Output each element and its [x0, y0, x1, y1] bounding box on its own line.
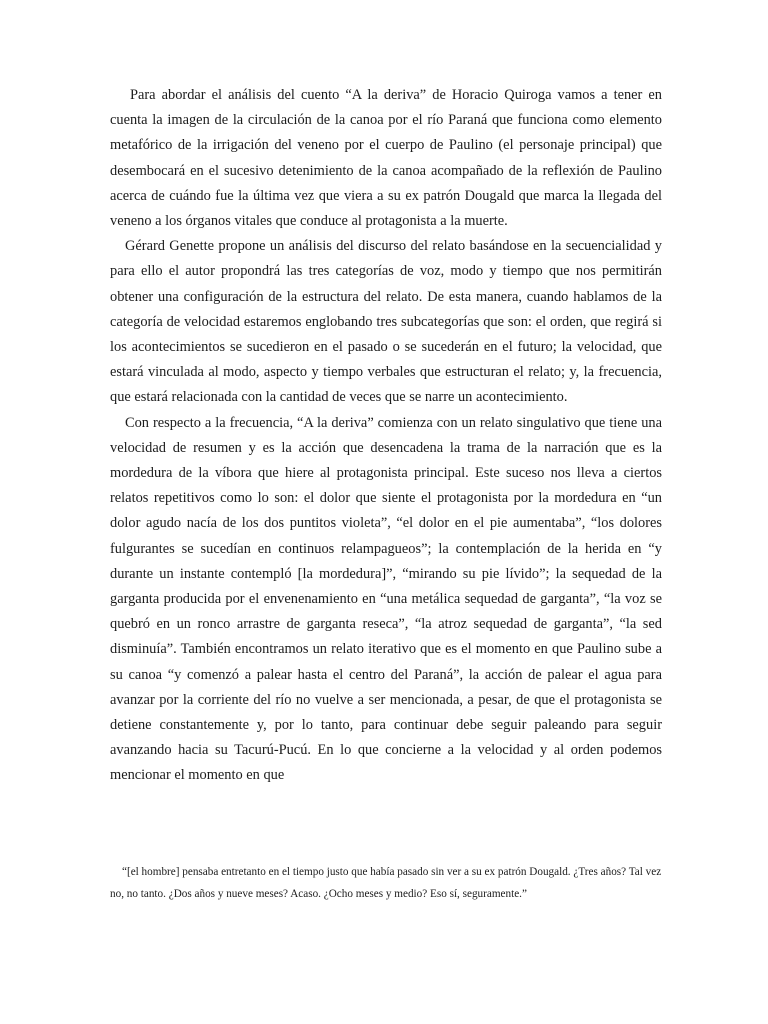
- paragraph-genette: Gérard Genette propone un análisis del discurso del relato basándose en la secuencialidad y para ello el autor propondrá las tres categorías de voz, modo y tiempo que nos permitirán obtener una configuración de la estructura del relato. De esta manera, cuando hablamos de la categoría de velocidad estaremos englobando tres subcategorías que son: el orden, que regirá si los acontecimientos se sucedieron en el pasado o se sucederán en el futuro; la velocidad, que estará vinculada al modo, aspecto y tiempo verbales que estructuran el relato; y, la frecuencia, que estará relacionada con la cantidad de veces que se narre un acontecimiento.: [110, 238, 662, 406]
- block-quote: “[el hombre] pensaba entretanto en el tiempo justo que había pasado sin ver a su ex patrón Dougald. ¿Tres años? Tal vez no, no tanto. ¿Dos años y nueve meses? Acaso. ¿Ocho meses y medio? Eso sí, seguramente.”: [110, 866, 662, 900]
- document-body: [110, 83, 662, 789]
- paragraph-intro: Para abordar el análisis del cuento “A la deriva” de Horacio Quiroga vamos a tener en cuenta la imagen de la circulación de la canoa por el río Paraná que funciona como elemento metafórico de la irrigación del veneno por el cuerpo de Paulino (el personaje principal) que desembocará en el sucesivo detenimiento de la canoa acompañado de la reflexión de Paulino acerca de cuándo fue la última vez que viera a su ex patrón Dougald que marca la llegada del veneno a los órganos vitales que conduce al protagonista a la muerte.: [110, 87, 662, 230]
- paragraph-frecuencia: Con respecto a la frecuencia, “A la deriva” comienza con un relato singulativo que tiene una velocidad de resumen y es la acción que desencadena la trama de la narración que es la mordedura de la víbora que hiere al protagonista principal. Este suceso nos lleva a ciertos relatos repetitivos como lo son: el dolor que siente el protagonista por la mordedura en “un dolor agudo nacía de los dos puntitos violeta”, “el dolor en el pie aumentaba”, “los dolores fulgurantes se sucedían en continuos relampagueos”; la contemplación de la herida en “y durante un instante contempló [la mordedura]”, “mirando su pie lívido”; la sequedad de la garganta producida por el envenenamiento en “una metálica sequedad de garganta”, “la voz se quebró en un ronco arrastre de garganta reseca”, “la atroz sequedad de garganta”, “la sed disminuía”. También encontramos un relato iterativo que es el momento en que Paulino sube a su canoa “y comenzó a palear hasta el centro del Paraná”, la acción de palear el agua para avanzar por la corriente del río no vuelve a ser mencionada, a pesar, de que el protagonista se detiene constantemente y, por lo tanto, para continuar debe seguir paleando para seguir avanzando hacia su Tacurú-Pucú. En lo que concierne a la velocidad y al orden podemos mencionar el momento en que: [110, 414, 662, 784]
